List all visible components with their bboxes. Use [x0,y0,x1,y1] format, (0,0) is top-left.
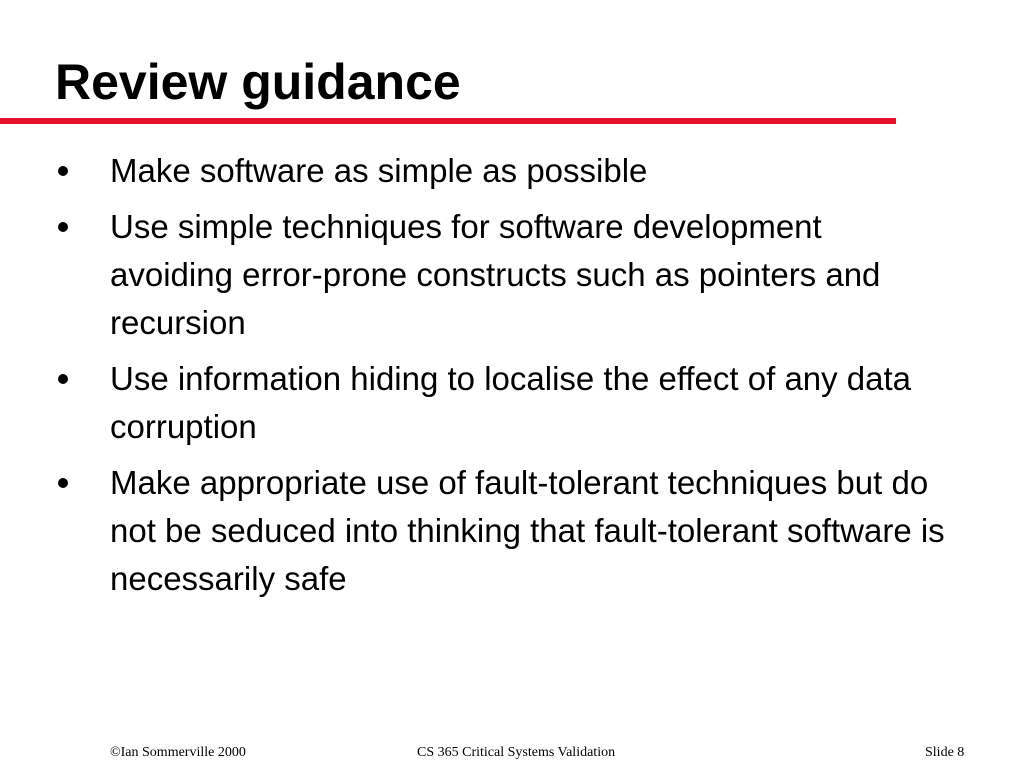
bullet-dot-icon [58,374,68,384]
bullet-dot-icon [58,478,68,488]
bullet-dot-icon [58,166,68,176]
slide-title: Review guidance [55,54,461,110]
bullet-text: Make appropriate use of fault-tolerant techniques but do not be seduced into thinking that fault-tolerant software is necessarily safe [110,464,945,597]
footer-course-title: CS 365 Critical Systems Validation [417,745,616,760]
bullet-text: Use information hiding to localise the effect of any data corruption [110,360,912,445]
list-item [0,355,950,451]
list-item [0,459,950,603]
bullet-dot-icon [58,222,68,232]
title-divider [0,118,896,124]
bullet-text: Make software as simple as possible [110,152,648,189]
bullet-list [0,147,1000,611]
bullet-text: Use simple techniques for software development avoiding error-prone constructs such as pointers and recursion [110,208,881,341]
list-item [0,203,950,347]
list-item [0,147,950,195]
footer-slide-number: Slide 8 [925,745,965,760]
footer-copyright: ©Ian Sommerville 2000 [110,745,246,760]
